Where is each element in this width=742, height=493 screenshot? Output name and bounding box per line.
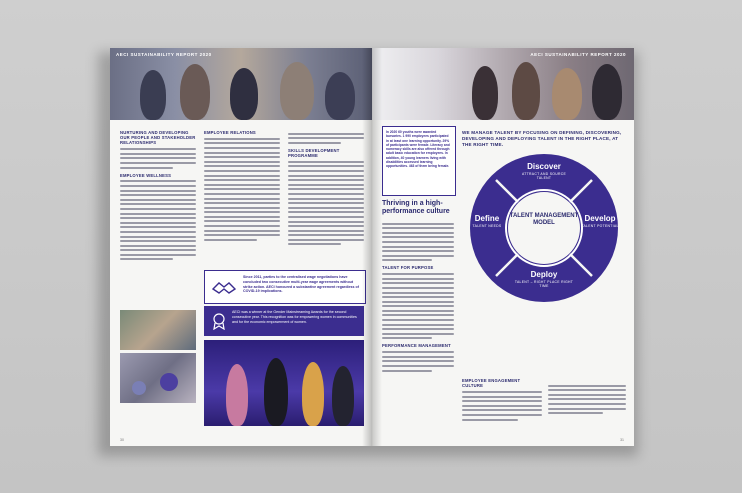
section-title-wellness: EMPLOYEE WELLNESS	[120, 172, 172, 178]
thriving-title: Thriving in a high-performance culture	[382, 200, 450, 215]
person-shape	[325, 72, 355, 120]
right-column-1	[382, 220, 454, 374]
wage-callout-box	[204, 270, 366, 304]
model-center-title: TALENT MANAGEMENT MODEL	[509, 213, 579, 226]
person-shape	[552, 68, 582, 120]
model-center-circle	[508, 192, 580, 264]
segment-develop	[578, 214, 622, 228]
person-shape	[264, 358, 288, 426]
deploy-label: Deploy	[530, 270, 558, 279]
person-shape	[472, 66, 498, 120]
meeting-photo-right	[372, 48, 634, 120]
section-title-nurturing: NURTURING AND DEVELOPING OUR PEOPLE AND STAKEHOLDER RELATIONSHIPS	[120, 130, 196, 146]
person-shape	[512, 62, 540, 120]
meeting-photo-left	[110, 48, 372, 120]
exercise-ball-shape	[160, 373, 178, 391]
discover-sub: ATTRACT AND SOURCE TALENT	[521, 172, 567, 180]
person-shape	[332, 366, 354, 426]
right-page	[372, 48, 634, 446]
award-box	[204, 306, 364, 336]
section-title-relations: EMPLOYEE RELATIONS	[204, 130, 256, 135]
person-shape	[140, 70, 166, 120]
discover-label: Discover	[527, 162, 561, 171]
person-shape	[592, 64, 622, 120]
segment-discover	[518, 162, 570, 180]
define-label: Define	[474, 214, 500, 223]
column-2	[204, 130, 280, 243]
person-shape	[230, 68, 258, 120]
develop-label: Develop	[584, 214, 616, 223]
section-title-performance: PERFORMANCE MANAGEMENT	[382, 343, 451, 349]
person-shape	[302, 362, 324, 426]
deploy-sub: TALENT – RIGHT PLACE RIGHT TIME	[514, 280, 574, 288]
column-3	[288, 130, 364, 248]
develop-sub: TALENT POTENTIAL	[581, 224, 619, 228]
person-shape	[180, 64, 210, 120]
page-number-right: 31	[620, 438, 624, 442]
section-title-skills: SKILLS DEVELOPMENT PROGRAMME	[288, 147, 340, 158]
wage-callout-text: Since 2011, parties to the centralised wage negotiations have concluded two consecutive multi-year wage agreements without strike action. AECI honoured a substantive agreement regardless of COVID-19 implications.	[243, 275, 359, 294]
award-text: AECI was a winner at the Gender Mainstreaming Awards for the second consecutive year. This recognition was for empowering women in communities and for the economic empowerment of women.	[232, 310, 357, 324]
column-1	[120, 130, 196, 263]
right-column-3	[548, 382, 626, 417]
left-page	[110, 48, 372, 446]
section-title-talent: TALENT FOR PURPOSE	[382, 265, 434, 271]
learning-stats-text: In 2020 60 youths were awarded bursaries. 1 990 employees participated in at least one learning opportunity. 29% of participants were female. Literacy and numeracy skills are also offered through adult basic education for employees. In addition, 40 young learners living with disabilities accessed learning opportunities. 463 of them being female.	[386, 130, 450, 169]
learning-stats-box	[382, 126, 456, 196]
talent-headline: WE MANAGE TALENT BY FOCUSING ON DEFINING, DISCOVERING, DEVELOPING AND DEPLOYING TALENT IN THE RIGHT PLACE, AT THE RIGHT TIME.	[462, 130, 622, 147]
exercise-ball-shape	[132, 381, 146, 395]
person-shape	[226, 364, 248, 426]
segment-deploy	[510, 270, 578, 288]
person-shape	[280, 62, 314, 120]
exercise-photo	[120, 353, 196, 403]
header-tag: AECI SUSTAINABILITY REPORT 2020	[530, 52, 626, 57]
handshake-icon	[211, 277, 237, 297]
group-photo	[120, 310, 196, 350]
header-tag: AECI SUSTAINABILITY REPORT 2020	[116, 52, 212, 57]
award-icon	[210, 312, 228, 330]
segment-define	[468, 214, 506, 228]
right-column-2	[462, 378, 542, 423]
page-number-left: 30	[120, 438, 124, 442]
section-title-engagement: EMPLOYEE ENGAGEMENT CULTURE	[462, 378, 521, 389]
define-sub: TALENT NEEDS	[472, 224, 502, 228]
awards-ceremony-photo	[204, 340, 364, 426]
